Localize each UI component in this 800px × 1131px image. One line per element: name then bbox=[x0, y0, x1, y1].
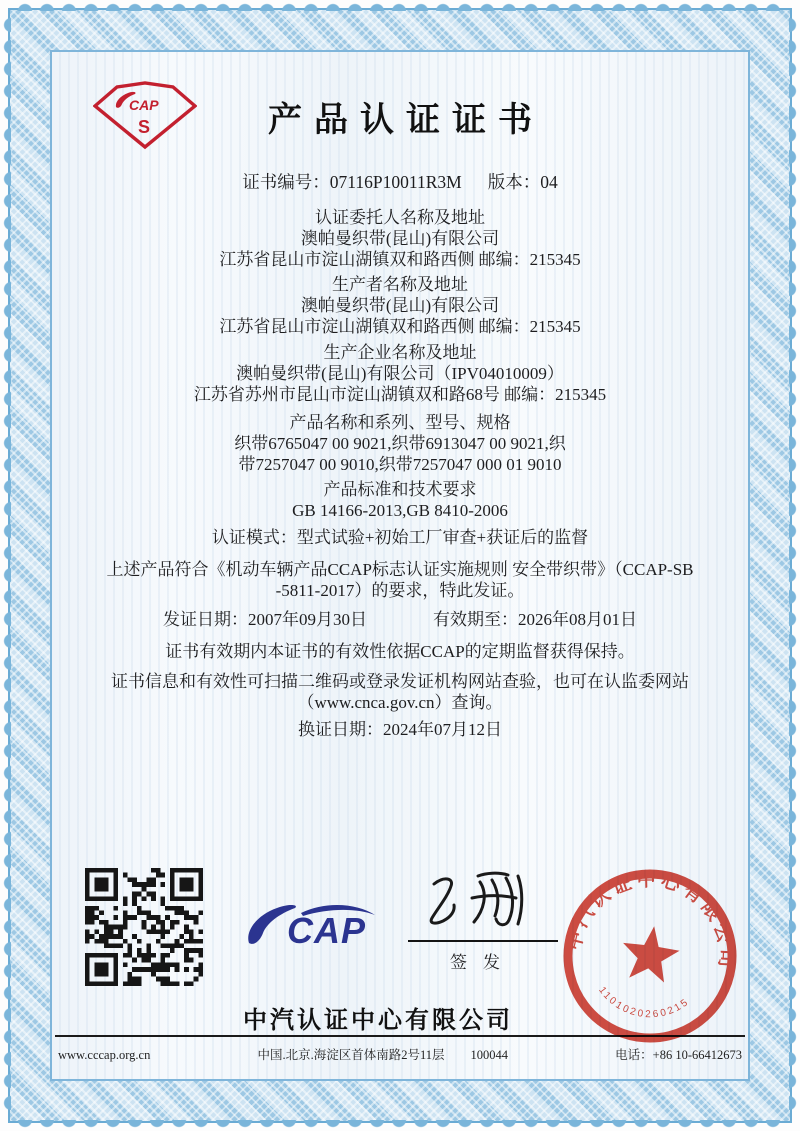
certificate-title: 产品认证证书 bbox=[268, 101, 544, 139]
conformity-statement bbox=[38, 559, 762, 601]
verification-note-line1: 证书信息和有效性可扫描二维码或登录发证机构网站查验，也可在认监委网站 bbox=[111, 672, 689, 691]
producer-section bbox=[45, 274, 755, 337]
conformity-line2: -5811-2017）的要求，特此发证。 bbox=[275, 581, 525, 600]
border-scallop-top bbox=[14, 2, 786, 11]
version-value: 04 bbox=[540, 172, 558, 192]
seal-star-icon bbox=[618, 922, 682, 984]
ccap-logo bbox=[245, 901, 379, 949]
cert-no-label: 证书编号： bbox=[242, 172, 330, 192]
product-models-line1: 织带6765047 00 9021,织带6913047 00 9021,织 bbox=[234, 434, 566, 453]
issuer-company-name: 中汽认证中心有限公司 bbox=[243, 1007, 513, 1034]
svg-text:CAP: CAP bbox=[129, 97, 159, 113]
producer-name: 澳帕曼织带(昆山)有限公司 bbox=[300, 296, 500, 315]
svg-text:CAP: CAP bbox=[287, 910, 367, 949]
verification-note bbox=[45, 671, 755, 713]
dates-row bbox=[55, 609, 745, 630]
applicant-name: 澳帕曼织带(昆山)有限公司 bbox=[300, 229, 500, 248]
seal-number-text: 1101020260215 bbox=[596, 984, 692, 1021]
issuer-website: www.cccap.org.cn bbox=[58, 1048, 151, 1062]
applicant-address: 江苏省昆山市淀山湖镇双和路西侧 邮编：215345 bbox=[219, 250, 581, 269]
factory-heading: 生产企业名称及地址 bbox=[323, 343, 477, 362]
verification-note-line2: （www.cnca.gov.cn）查询。 bbox=[297, 693, 503, 712]
product-heading: 产品名称和系列、型号、规格 bbox=[289, 413, 511, 432]
issuer-phone: 电话：+86 10-66412673 bbox=[615, 1048, 742, 1062]
applicant-heading: 认证委托人名称及地址 bbox=[315, 208, 485, 227]
border-scallop-bottom bbox=[14, 1120, 786, 1129]
company-seal bbox=[546, 852, 754, 1060]
version-label: 版本： bbox=[487, 172, 541, 192]
issue-date: 发证日期：2007年09月30日 bbox=[163, 610, 367, 629]
renewal-date-line: 换证日期：2024年07月12日 bbox=[298, 720, 502, 739]
issuer-address: 中国.北京.海淀区首体南路2号11层 100044 bbox=[257, 1048, 509, 1062]
producer-heading: 生产者名称及地址 bbox=[332, 275, 468, 294]
certification-mode-line: 认证模式：型式试验+初始工厂审查+获证后的监督 bbox=[211, 528, 589, 547]
svg-text:1101020260215 bbox=[593, 984, 693, 1027]
standard-codes: GB 14166-2013,GB 8410-2006 bbox=[292, 501, 508, 520]
factory-name: 澳帕曼织带(昆山)有限公司（IPV04010009） bbox=[236, 364, 564, 383]
cert-no-value: 07116P10011R3M bbox=[329, 172, 462, 192]
standard-heading: 产品标准和技术要求 bbox=[323, 480, 477, 499]
signature-image bbox=[418, 866, 558, 938]
issuer-postcode: 100044 bbox=[470, 1048, 509, 1062]
certificate-number-line bbox=[0, 169, 800, 194]
product-models-line2: 带7257047 00 9010,织带7257047 000 01 9010 bbox=[238, 455, 562, 474]
factory-section bbox=[45, 342, 755, 405]
factory-address: 江苏省苏州市昆山市淀山湖镇双和路68号 邮编：215345 bbox=[193, 385, 607, 404]
svg-text:S: S bbox=[138, 117, 151, 137]
validity-note: 证书有效期内本证书的有效性依据CCAP的定期监督获得保持。 bbox=[165, 642, 635, 661]
applicant-section bbox=[45, 207, 755, 270]
signature-underline bbox=[408, 940, 558, 942]
producer-address: 江苏省昆山市淀山湖镇双和路西侧 邮编：215345 bbox=[219, 317, 581, 336]
expiry-date: 有效期至：2026年08月01日 bbox=[433, 610, 637, 629]
signature-label: 签发 bbox=[450, 953, 516, 972]
standard-section bbox=[45, 479, 755, 521]
seal-company-text: 中汽认证中心有限公司 bbox=[563, 869, 737, 972]
product-section bbox=[45, 412, 755, 475]
conformity-line1: 上述产品符合《机动车辆产品CCAP标志认证实施规则 安全带织带》（CCAP-SB bbox=[106, 560, 694, 579]
footer-row bbox=[58, 1045, 742, 1063]
qr-code bbox=[85, 868, 203, 986]
